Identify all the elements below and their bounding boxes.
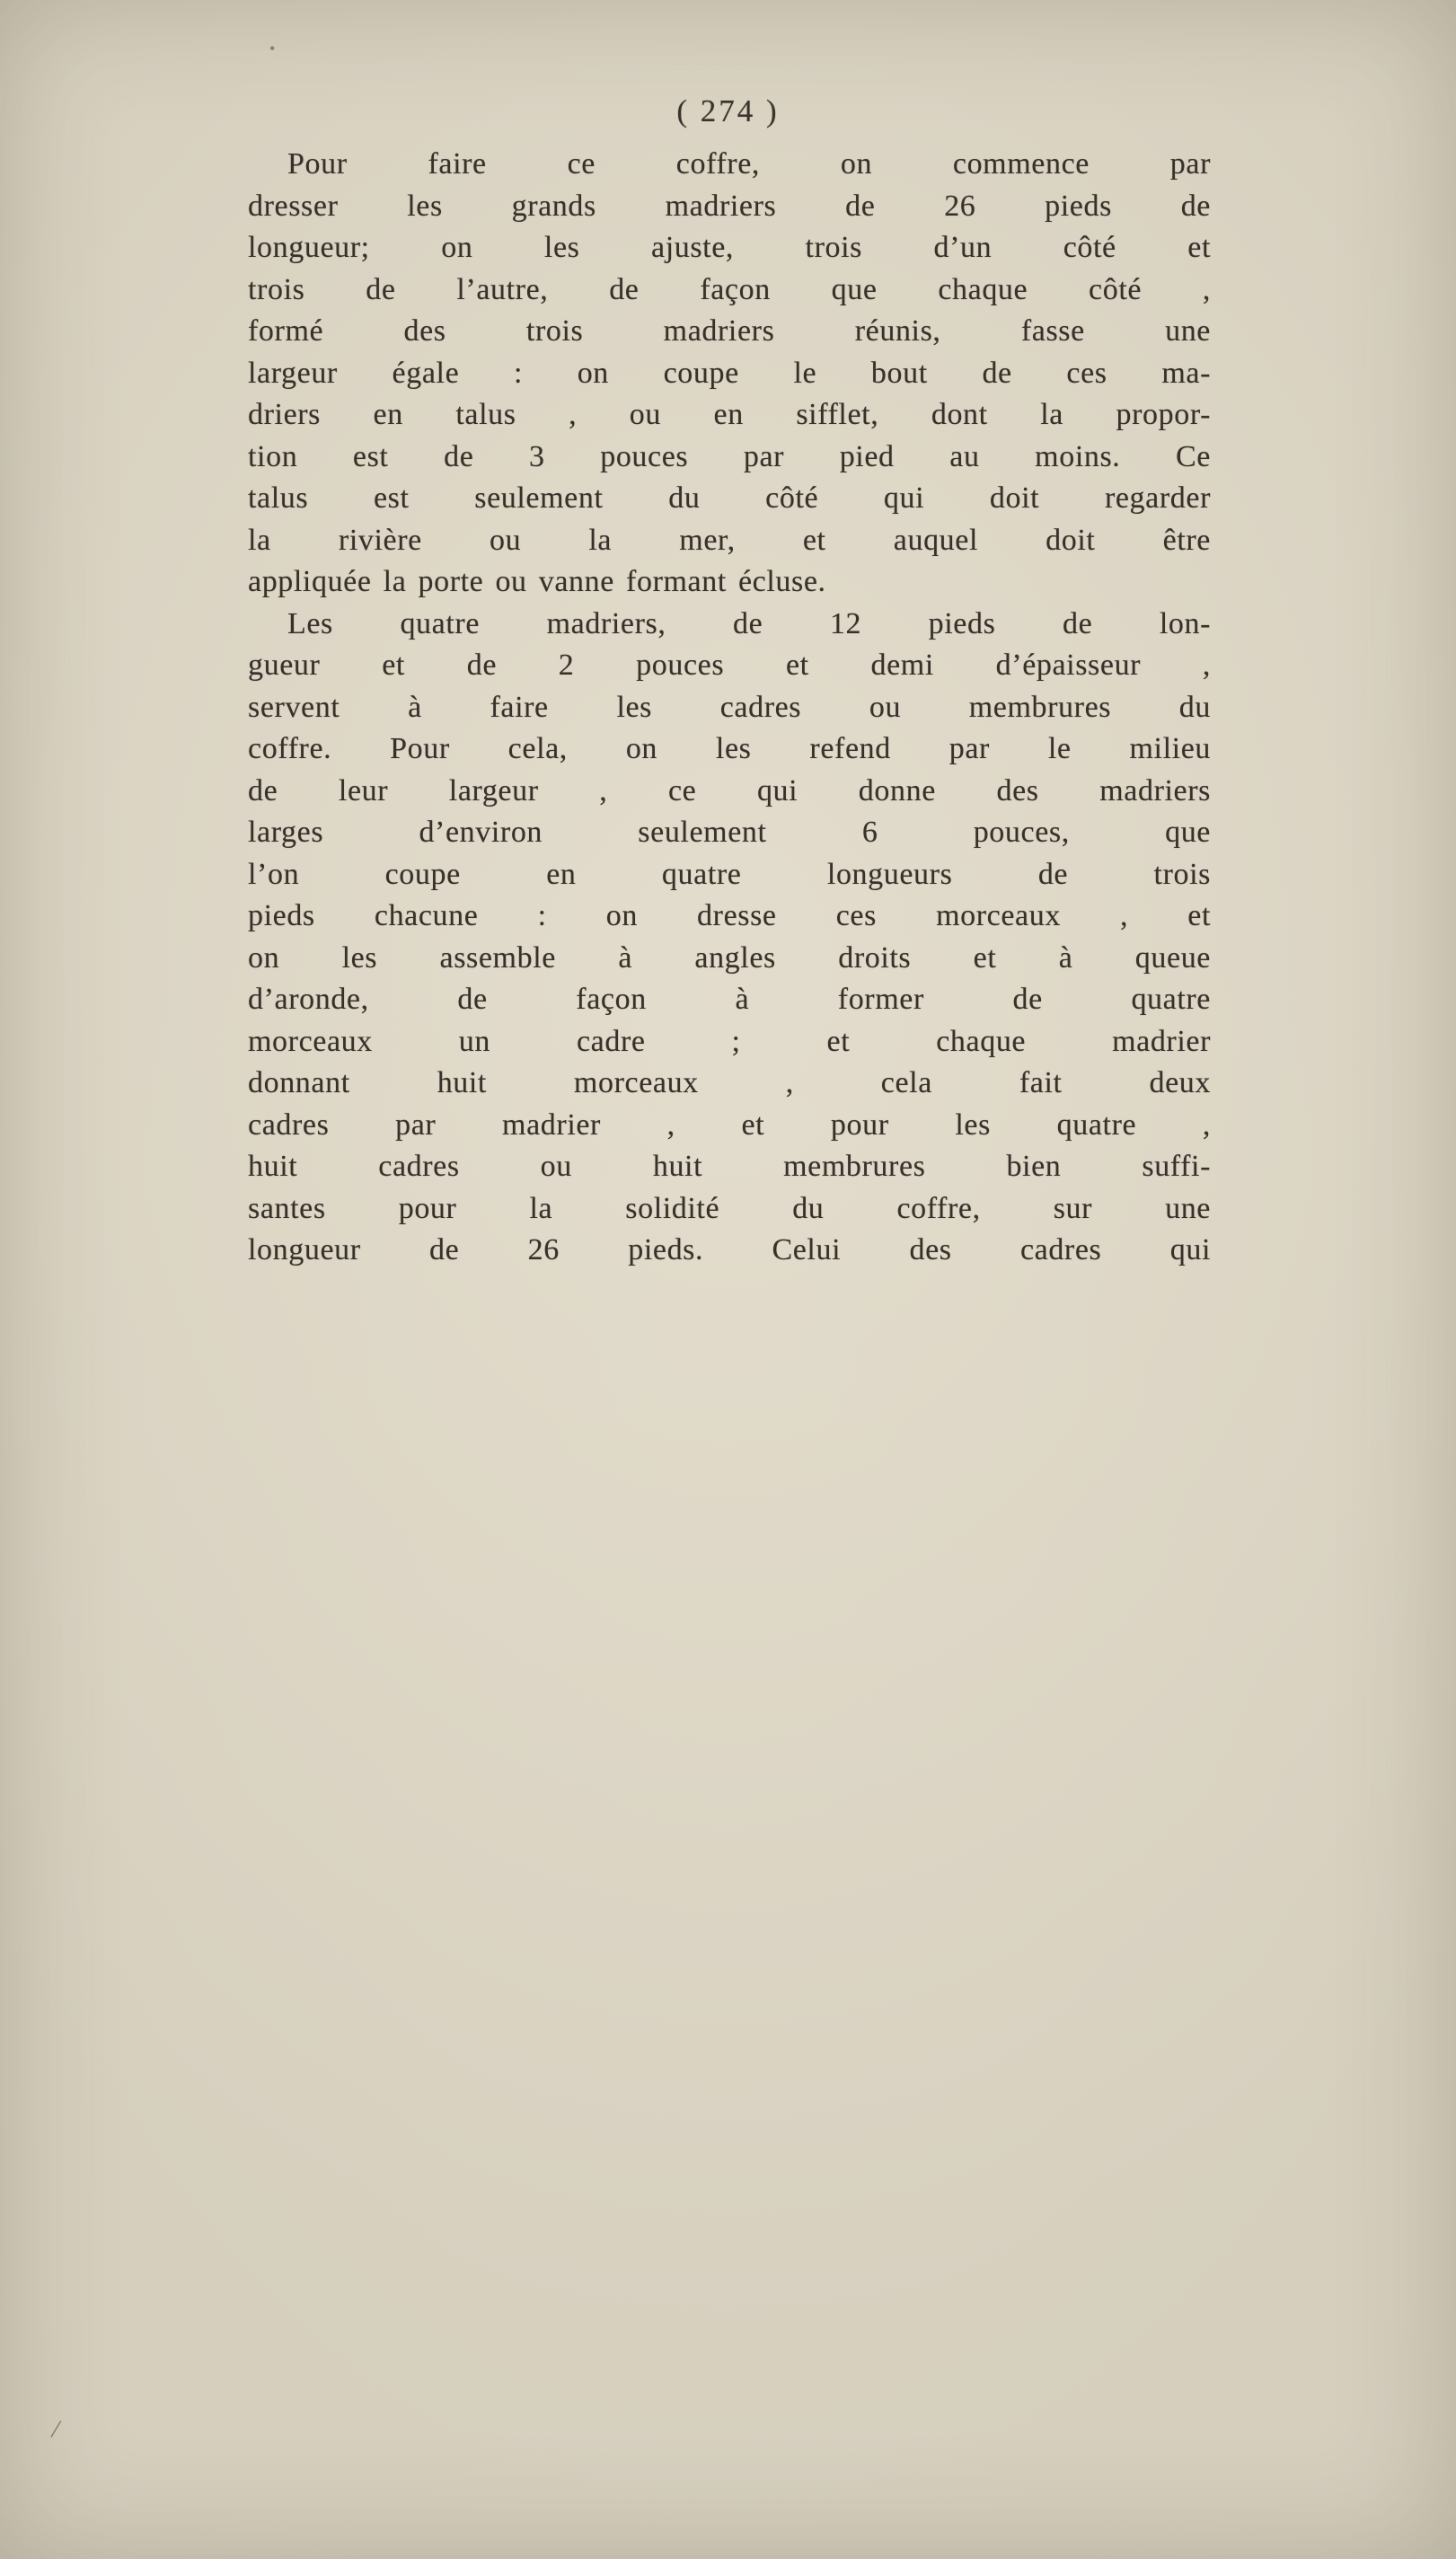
text-line: larges d’environ seulement 6 pouces, que [248, 816, 1211, 849]
text-line: huit cadres ou huit membrures bien suffi- [248, 1150, 1211, 1183]
text-line: formé des trois madriers réunis, fasse une [248, 314, 1211, 348]
text-line: cadres par madrier , et pour les quatre , [248, 1107, 1211, 1142]
text-line: driers en talus , ou en sifflet, dont la propor- [248, 398, 1211, 431]
page-number: ( 274 ) [676, 93, 780, 128]
text-line: longueur de 26 pieds. Celui des cadres qui [248, 1233, 1211, 1266]
text-line: gueur et de 2 pouces et demi d’épaisseur , [248, 649, 1211, 682]
text-line: la rivière ou la mer, et auquel doit être [248, 523, 1211, 557]
text-line: tion est de 3 pouces par pied au moins. Ce [248, 439, 1211, 473]
text-line: de leur largeur , ce qui donne des madriers [248, 773, 1211, 807]
text-line: longueur; on les ajuste, trois d’un côté et [248, 231, 1211, 264]
text-line: coffre. Pour cela, on les refend par le milieu [248, 732, 1211, 765]
text-line: appliquée la porte ou vanne formant écluse. [248, 565, 826, 598]
text-line: dresser les grands madriers de 26 pieds de [248, 189, 1211, 223]
text-line: Les quatre madriers, de 12 pieds de lon- [287, 606, 1211, 640]
text-line: donnant huit morceaux , cela fait deux [248, 1066, 1211, 1099]
text-line: pieds chacune : on dresse ces morceaux , et [248, 899, 1211, 932]
text-line: servent à faire les cadres ou membrures du [248, 690, 1211, 724]
text-line: trois de l’autre, de façon que chaque côté , [248, 272, 1211, 306]
text-line: santes pour la solidité du coffre, sur une [248, 1191, 1211, 1225]
scan-artifact: / [49, 2413, 63, 2445]
text-line: l’on coupe en quatre longueurs de trois [248, 857, 1211, 891]
text-line: on les assemble à angles droits et à queue [248, 940, 1211, 975]
text-line: largeur égale : on coupe le bout de ces ma- [248, 356, 1211, 390]
text-line: talus est seulement du côté qui doit regarder [248, 481, 1211, 515]
text-line: d’aronde, de façon à former de quatre [248, 983, 1211, 1016]
text-block [248, 144, 1211, 1272]
text-line: Pour faire ce coffre, on commence par [287, 147, 1211, 181]
text-line: morceaux un cadre ; et chaque madrier [248, 1024, 1211, 1058]
scan-artifact: • [269, 40, 276, 57]
